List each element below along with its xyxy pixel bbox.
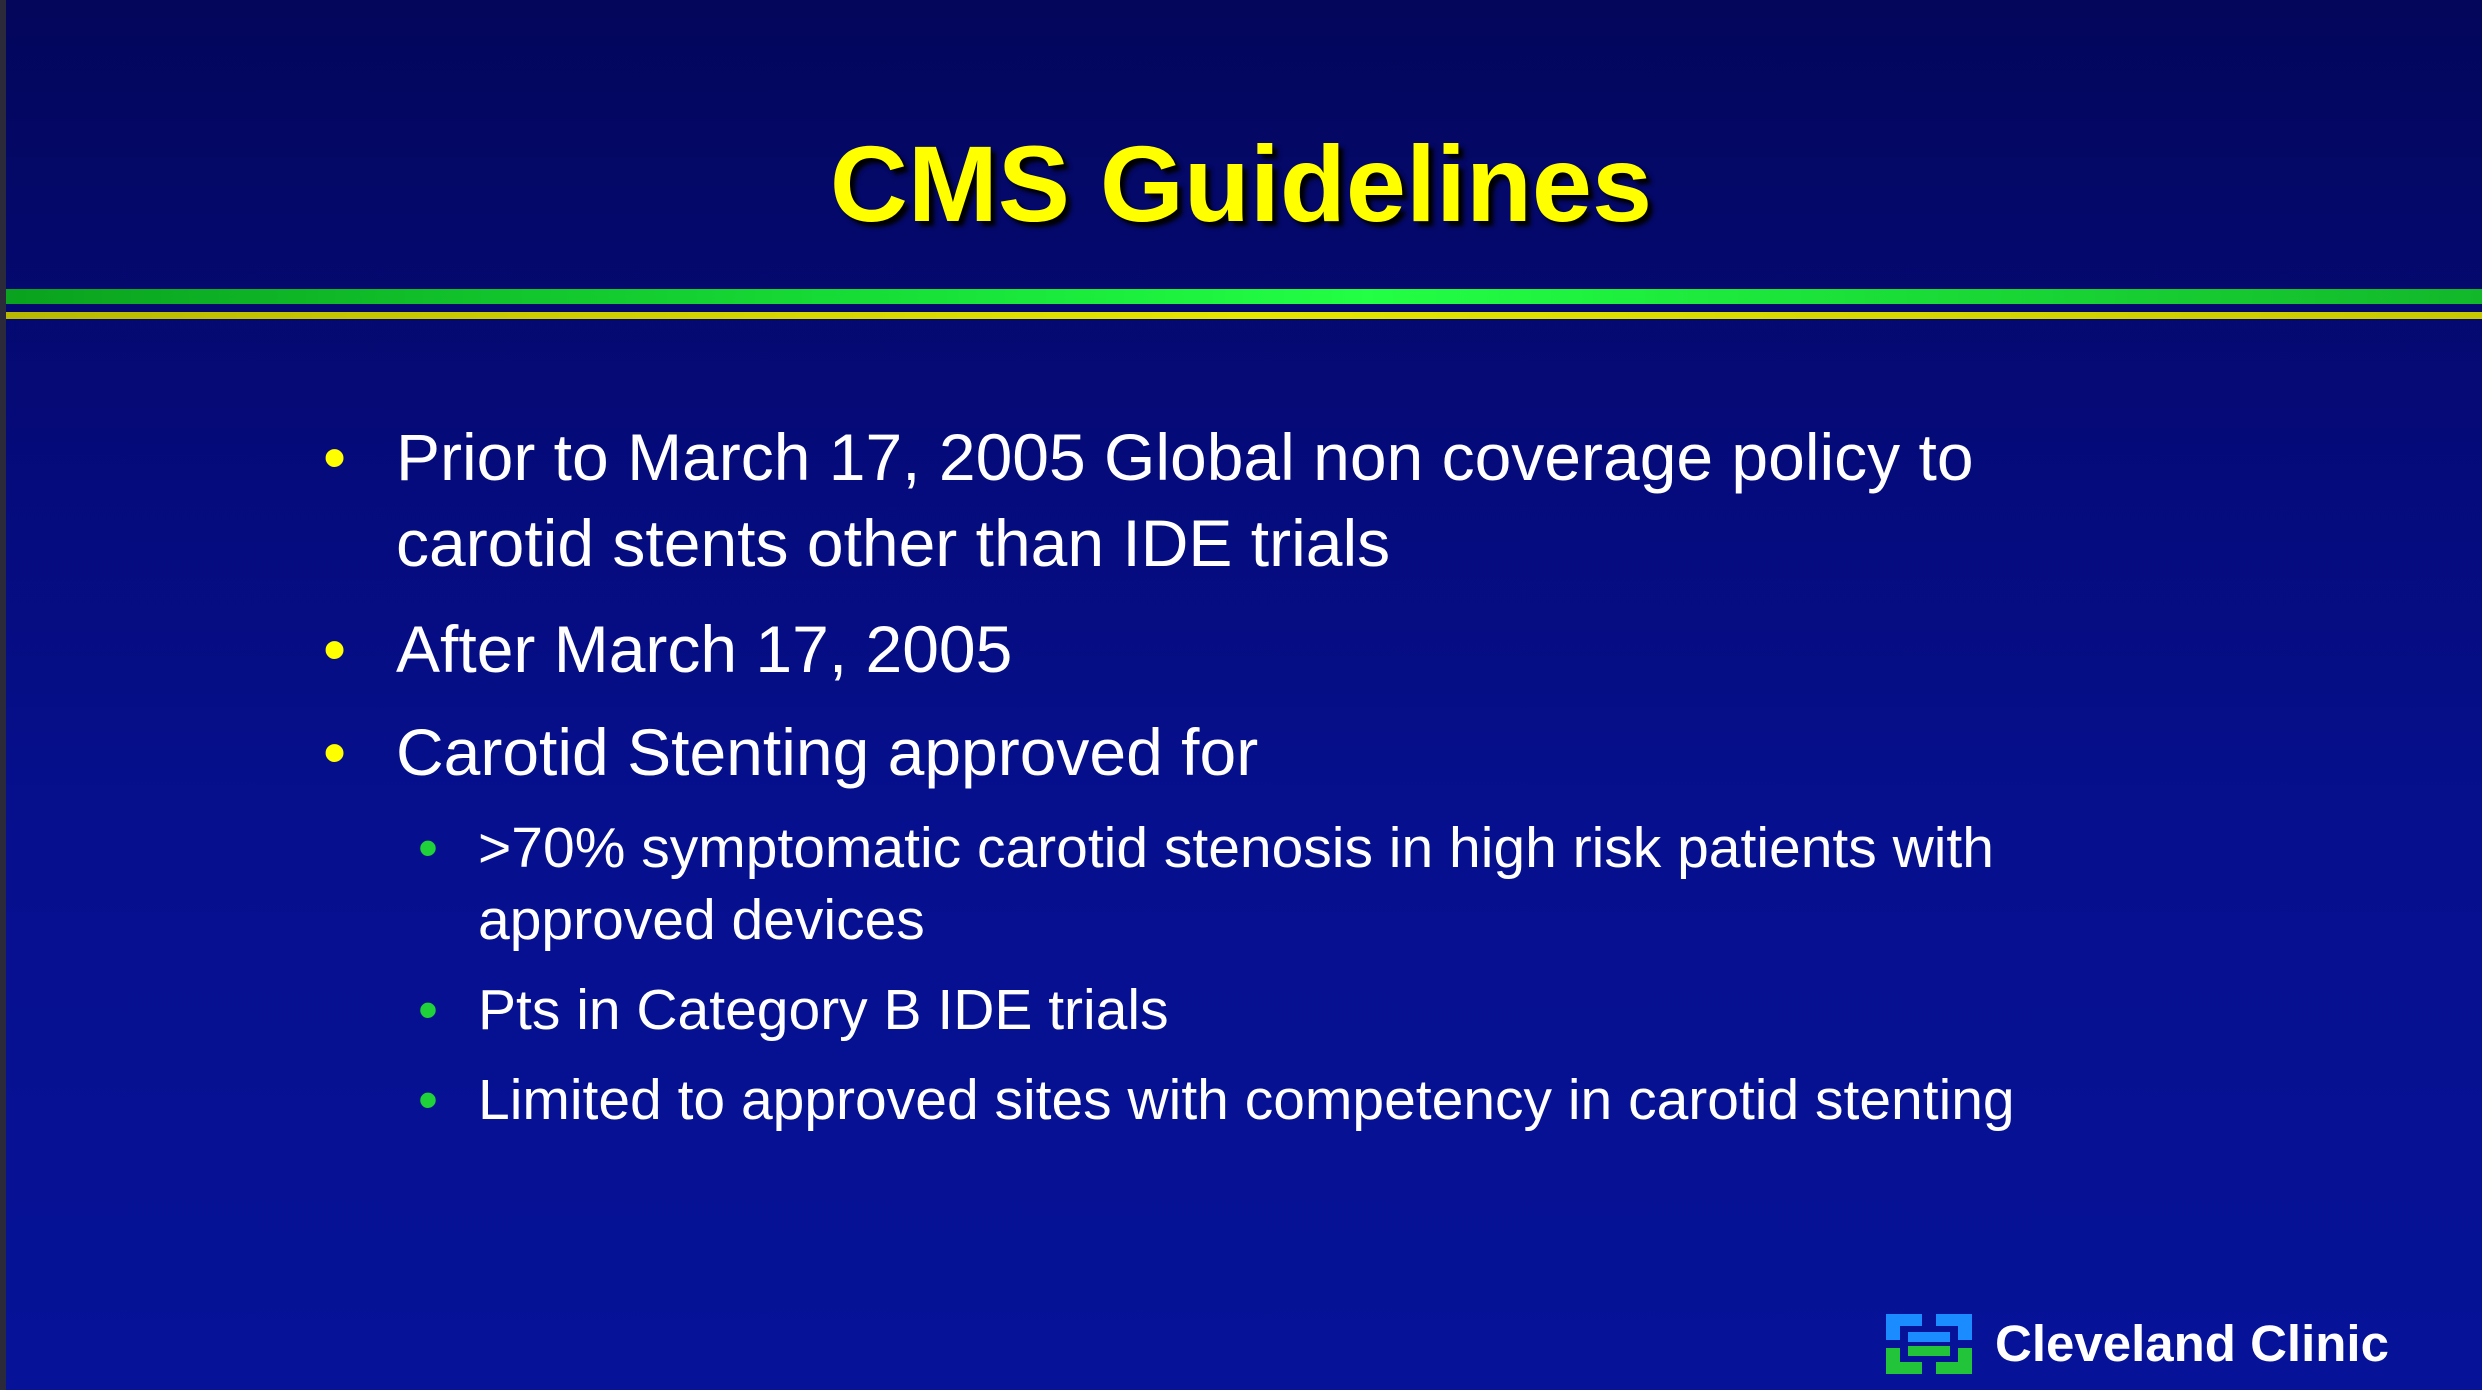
sub-bullet-dot: • xyxy=(418,1068,438,1132)
sub-bullet-text: Pts in Category B IDE trials xyxy=(478,978,1169,1042)
slide-title: CMS Guidelines xyxy=(829,123,1653,244)
bullet-dot: • xyxy=(323,420,347,494)
sub-bullet-dot: • xyxy=(418,978,438,1042)
bullet-dot: • xyxy=(323,715,347,789)
bullet-text: Prior to March 17, 2005 Global non coverage policy to xyxy=(396,420,1974,494)
sub-bullet-text: Limited to approved sites with competency in carotid stenting xyxy=(478,1068,2015,1132)
bullet-text: Carotid Stenting approved for xyxy=(396,715,1259,789)
cleveland-clinic-logo-icon xyxy=(1882,1310,1976,1378)
bullet-text: After March 17, 2005 xyxy=(396,612,1013,686)
sub-bullet-dot: • xyxy=(418,816,438,880)
sub-bullet-text: >70% symptomatic carotid stenosis in high risk patients with xyxy=(478,816,1994,880)
sub-bullet-text: approved devices xyxy=(478,888,925,952)
bullet-dot: • xyxy=(323,612,347,686)
bullet-text: carotid stents other than IDE trials xyxy=(396,506,1391,580)
cleveland-clinic-logo-text: Cleveland Clinic xyxy=(1995,1315,2389,1372)
